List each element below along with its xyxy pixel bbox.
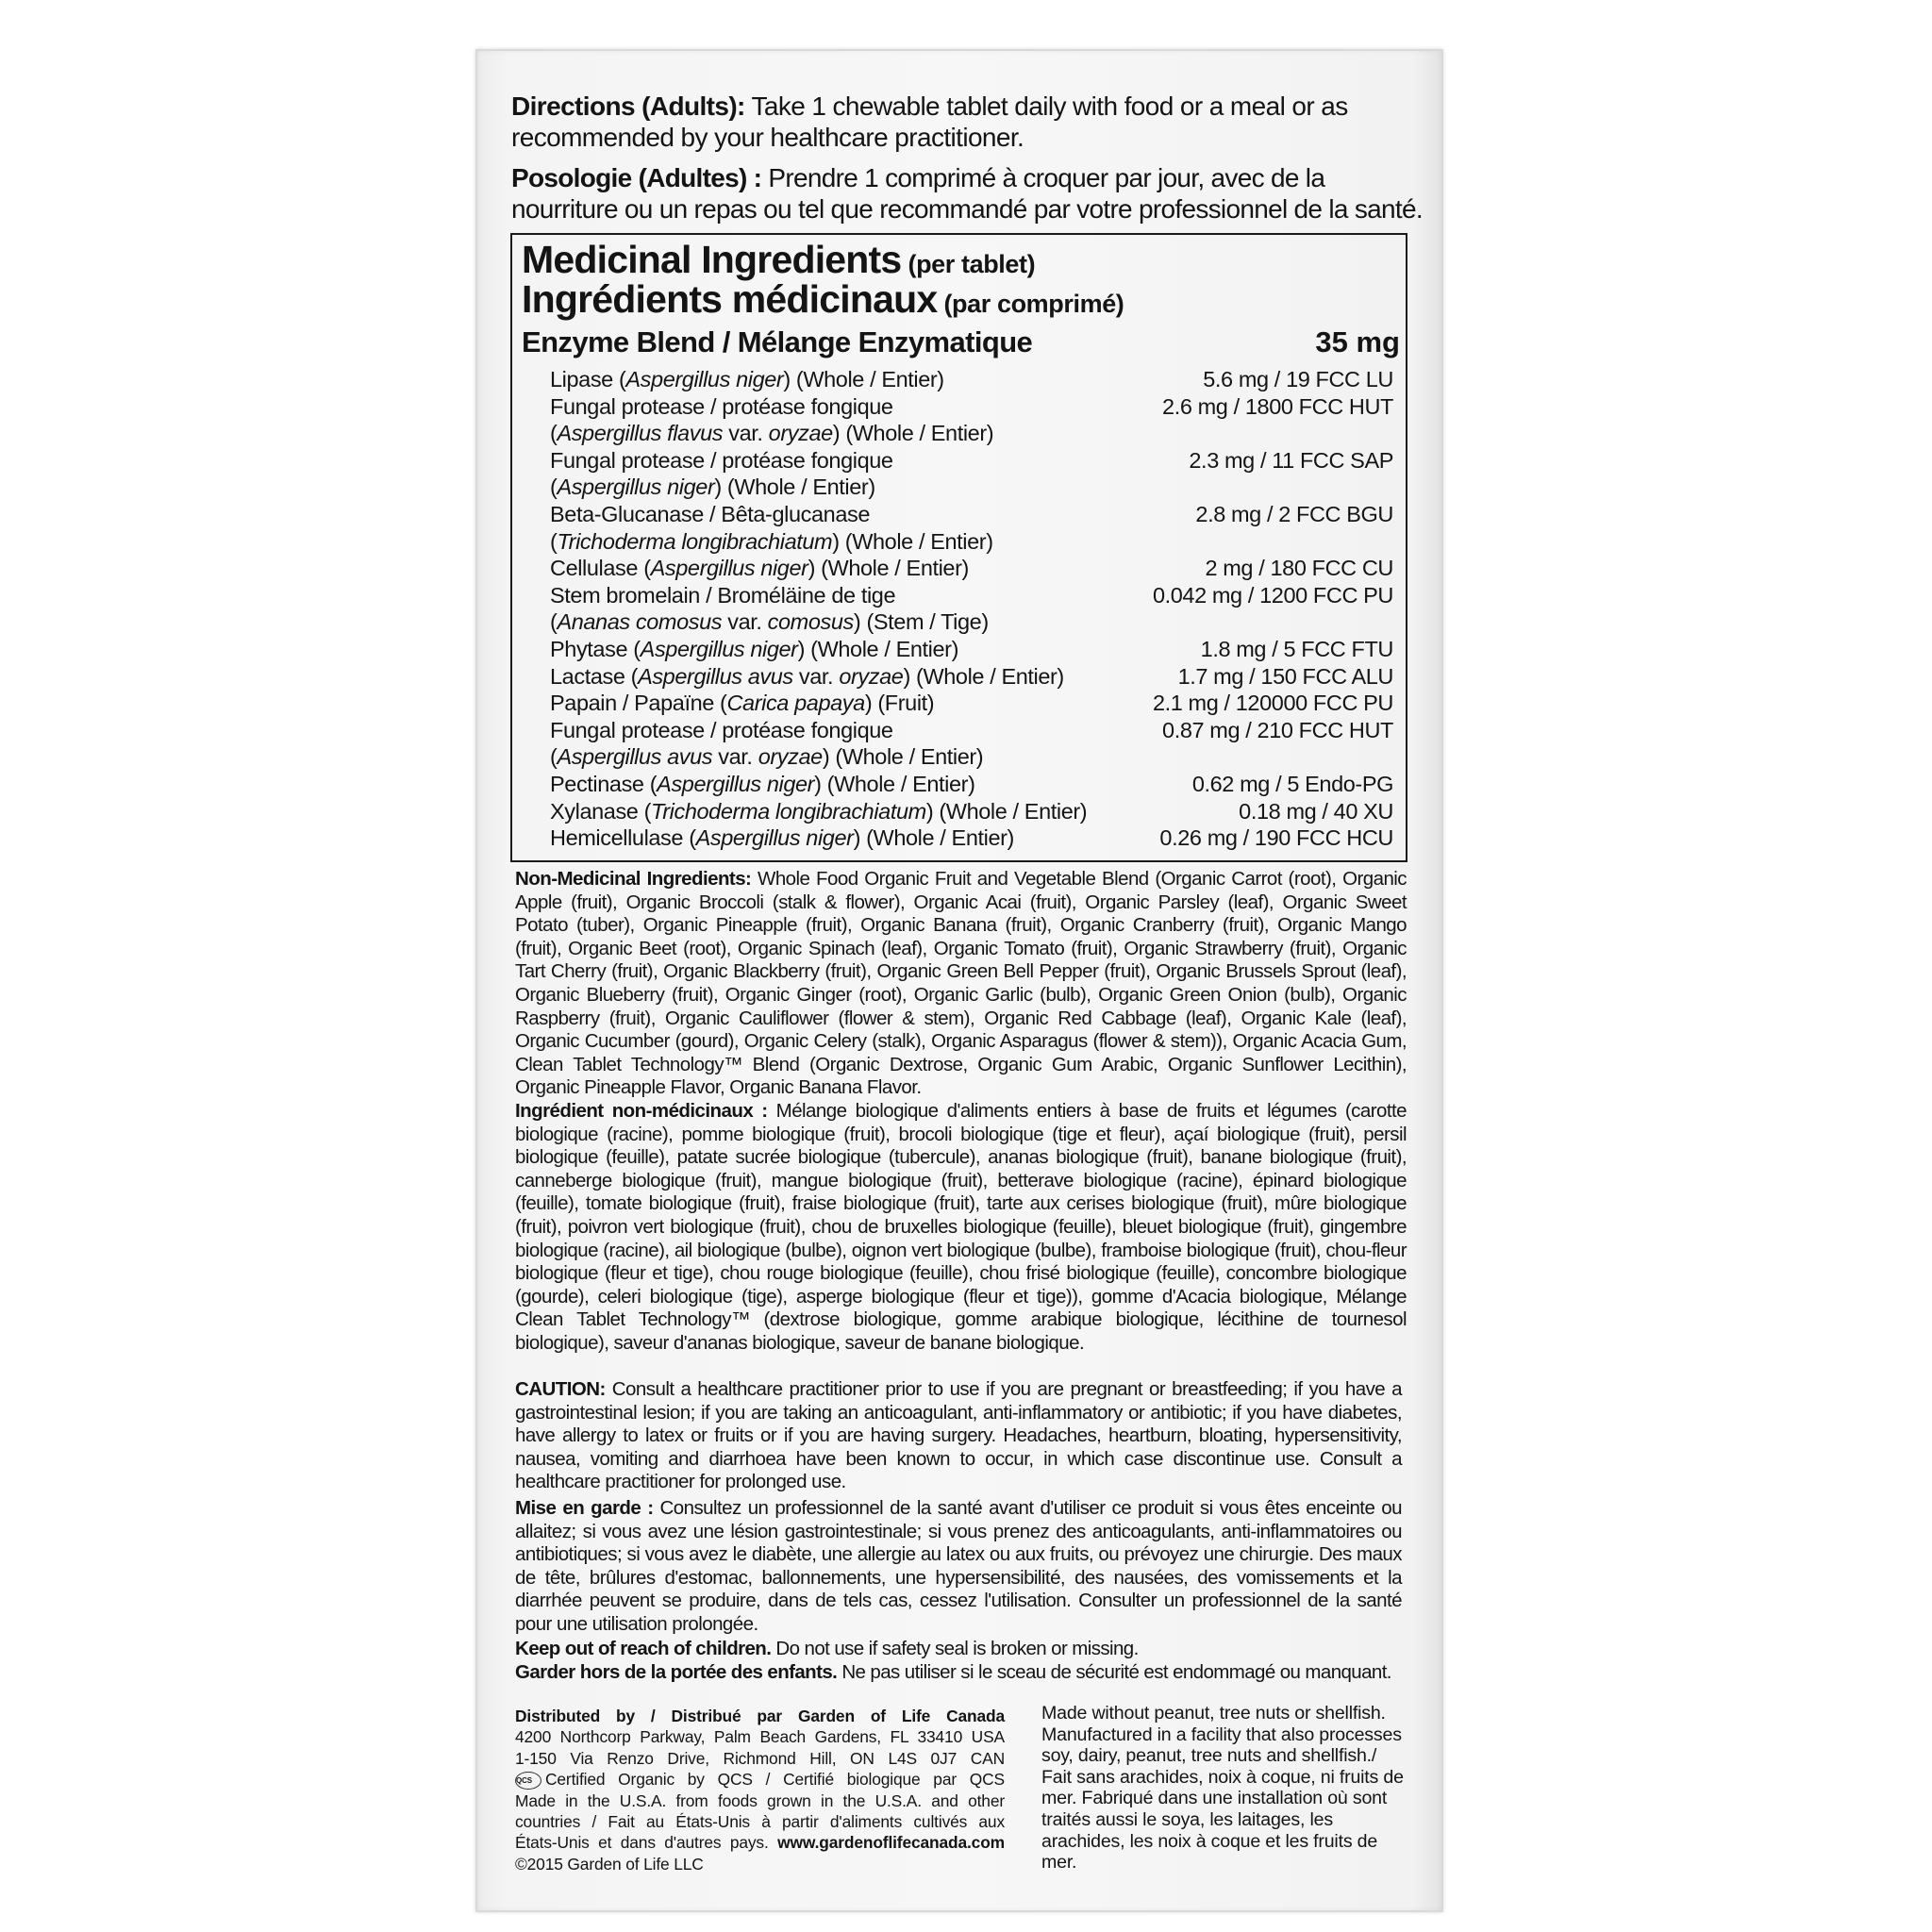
- ingredient-text: (: [550, 421, 558, 446]
- caution-en-label: CAUTION:: [515, 1378, 606, 1400]
- made-in-line-2: countries / Fait au États-Unis à partir d'aliments cultivés aux: [515, 1812, 1005, 1832]
- medicinal-title-fr-sub: (par comprimé): [937, 290, 1124, 318]
- ingredient-species: Ananas comosus: [557, 609, 723, 635]
- caution-fr-text: Consultez un professionnel de la santé avant d'utiliser ce produit si vous êtes enceinte ou allaitez; si vous avez une lésion gastrointestinale; si vous prenez des anticoagulants, anti-inflammatoires ou antibiotiques; si vous avez le diabète, une allergie au latex ou aux fruits, ou prévoyez une chirurgie. Des maux de tête, brûlures d'estomac, ballonnements, une hypersensibilité, des nausées, des vomissements et la diarrhée peuvent se produire, dans de tels cas, cessez l'utilisation. Consulter un professionnel de la santé pour une utilisation prolongée.: [515, 1497, 1402, 1635]
- medicinal-title-fr-main: Ingrédients médicinaux: [522, 277, 938, 321]
- ingredient-text: Pectinase (: [550, 771, 658, 796]
- ingredient-species: Aspergillus niger: [640, 636, 798, 661]
- ingredient-text: (: [550, 528, 558, 554]
- ingredient-species: Carica papaya: [726, 691, 865, 716]
- ingredient-text: Xylanase (: [550, 798, 652, 824]
- ingredient-text: ) (Whole / Entier): [783, 367, 944, 391]
- ingredient-text: Fungal protease / protéase fongique: [550, 393, 893, 419]
- ingredient-rows: [550, 366, 1399, 852]
- ingredient-text: Hemicellulase (: [550, 825, 696, 851]
- medicinal-title-en-main: Medicinal Ingredients: [522, 238, 902, 281]
- directions-en: [511, 91, 1417, 153]
- ingredient-name: [550, 420, 993, 447]
- non-medicinal-en-text: Whole Food Organic Fruit and Vegetable Blend (Organic Carrot (root), Organic Apple (fruit), Organic Broccoli (stalk & flower), Organic Acai (fruit), Organic Parsley (leaf), Organic Sweet Potato (tuber), Organic Pineapple (fruit), Organic Banana (fruit), Organic Cranberry (fruit), Organic Mango (fruit), Organic Beet (root), Organic Spinach (leaf), Organic Tomato (fruit), Organic Strawberry (fruit), Organic Tart Cherry (fruit), Organic Blackberry (fruit), Organic Green Bell Pepper (fruit), Organic Brussels Sprout (leaf), Organic Blueberry (fruit), Organic Ginger (root), Organic Garlic (bulb), Organic Green Onion (bulb), Organic Raspberry (fruit), Organic Cauliflower (flower & stem), Organic Red Cabbage (leaf), Organic Kale (leaf), Organic Cucumber (gourd), Organic Celery (stalk), Organic Asparagus (flower & stem)), Organic Acacia Gum, Clean Tablet Technology™ Blend (Organic Dextrose, Organic Gum Arabic, Organic Sunflower Lecithin), Organic Pineapple Flavor, Organic Banana Flavor.: [515, 868, 1407, 1099]
- ingredient-text: var.: [792, 663, 840, 689]
- certified-organic-text: Certified Organic by QCS / Certifié biologique par QCS: [545, 1770, 1005, 1790]
- ingredient-text: ) (Stem / Tige): [853, 609, 989, 635]
- allergen-statement: Made without peanut, tree nuts or shellfish. Manufactured in a facility that also processes soy, dairy, peanut, tree nuts and shellfish./ Fait sans arachides, noix à coque, ni fruits de mer. Fabriqué dans une installation où sont traités aussi le soya, les laitages, les arachides, les noix à coque et les fruits de mer.: [1041, 1703, 1404, 1874]
- ingredient-amount: [1393, 528, 1399, 556]
- ingredient-name: [550, 608, 989, 636]
- ingredient-row: [550, 366, 1399, 393]
- ingredient-text: ) (Fruit): [864, 691, 935, 716]
- ingredient-row: [550, 501, 1399, 528]
- ingredient-species: oryzae: [758, 744, 823, 770]
- distributor-address-ca: 1-150 Via Renzo Drive, Richmond Hill, ON L4S 0J7 CAN: [515, 1748, 1005, 1768]
- ingredient-text: ) (Whole / Entier): [808, 556, 969, 581]
- medicinal-ingredients-box: [510, 233, 1407, 862]
- ingredient-amount: [1393, 608, 1399, 636]
- medicinal-title-fr: [522, 278, 1124, 325]
- ingredient-name: [550, 501, 870, 528]
- ingredient-name: [550, 690, 934, 717]
- ingredient-row: [550, 798, 1399, 825]
- non-medicinal-fr-label: Ingrédient non-médicinaux :: [515, 1100, 768, 1122]
- ingredient-text: Fungal protease / protéase fongique: [550, 447, 893, 473]
- caution-fr: [515, 1497, 1402, 1637]
- copyright: ©2015 Garden of Life LLC: [515, 1854, 704, 1874]
- ingredient-text: Stem bromelain / Broméläine de tige: [550, 582, 896, 608]
- enzyme-blend-amount: 35 mg: [1315, 325, 1400, 358]
- non-medicinal-en-label: Non-Medicinal Ingredients:: [515, 868, 752, 890]
- ingredient-row: [550, 582, 1399, 609]
- keep-out-en-text: Do not use if safety seal is broken or missing.: [771, 1638, 1139, 1659]
- ingredient-text: Beta-Glucanase / Bêta-glucanase: [550, 501, 871, 526]
- ingredient-species: Aspergillus flavus: [557, 421, 724, 446]
- made-in-line-3-text: États-Unis et dans d'autres pays.: [515, 1833, 769, 1853]
- ingredient-row: [550, 555, 1399, 582]
- ingredient-amount: 2.8 mg / 2 FCC BGU: [1195, 501, 1393, 526]
- ingredient-text: Lactase (: [550, 663, 639, 689]
- ingredient-name: [550, 393, 893, 421]
- ingredient-row: [550, 636, 1399, 663]
- ingredient-text: var.: [723, 421, 769, 446]
- non-medicinal-fr: [515, 1100, 1407, 1356]
- ingredient-amount: 2 mg / 180 FCC CU: [1205, 556, 1393, 581]
- non-medicinal-en: [515, 868, 1407, 1100]
- ingredient-amount: [1393, 743, 1399, 771]
- ingredient-text: ) (Whole / Entier): [903, 663, 1064, 689]
- qcs-organic-seal-icon: QCS: [515, 1772, 541, 1790]
- ingredient-text: ) (Whole / Entier): [853, 825, 1014, 851]
- ingredient-text: Cellulase (: [550, 556, 651, 581]
- distributor-address-us: 4200 Northcorp Parkway, Palm Beach Gardens, FL 33410 USA: [515, 1727, 1005, 1747]
- ingredient-name: [550, 528, 993, 556]
- directions-en-text: Take 1 chewable tablet daily with food or a meal or as recommended by your healthcare practitioner.: [511, 92, 1348, 152]
- ingredient-amount: 1.8 mg / 5 FCC FTU: [1200, 636, 1393, 661]
- ingredient-species: Trichoderma longibrachiatum: [557, 528, 833, 554]
- ingredient-row: [550, 690, 1399, 717]
- ingredient-name: [550, 555, 969, 582]
- ingredient-name: [550, 717, 893, 744]
- ingredient-amount: 0.042 mg / 1200 FCC PU: [1152, 582, 1393, 608]
- ingredient-species: Aspergillus niger: [557, 475, 715, 500]
- directions-fr-text: Prendre 1 comprimé à croquer par jour, avec de la nourriture ou un repas ou tel que recommandé par votre professionnel de la santé.: [511, 163, 1423, 224]
- ingredient-amount: 0.26 mg / 190 FCC HCU: [1159, 825, 1393, 851]
- ingredient-name: [550, 663, 1064, 691]
- keep-out-en: [515, 1638, 1421, 1661]
- ingredient-species: Aspergillus avus: [557, 744, 713, 770]
- medicinal-title-en-sub: (per tablet): [901, 250, 1036, 278]
- ingredient-row: [550, 771, 1399, 798]
- made-in-line-3: [515, 1832, 1005, 1853]
- ingredient-text: ) (Whole / Entier): [832, 421, 994, 446]
- ingredient-text: (: [550, 609, 558, 635]
- keep-out-fr: [515, 1661, 1421, 1685]
- ingredient-text: Fungal protease / protéase fongique: [550, 717, 893, 742]
- ingredient-row: [550, 608, 1399, 636]
- distributor-block: [515, 1706, 1005, 1874]
- ingredient-name: [550, 743, 983, 771]
- website-link[interactable]: www.gardenoflifecanada.com: [777, 1833, 1005, 1853]
- ingredient-species: Trichoderma longibrachiatum: [651, 798, 926, 824]
- label-panel: [475, 49, 1443, 1912]
- ingredient-text: var.: [722, 609, 768, 635]
- ingredient-row: [550, 717, 1399, 744]
- keep-out-fr-label: Garder hors de la portée des enfants.: [515, 1660, 838, 1683]
- keep-out-fr-text: Ne pas utiliser si le sceau de sécurité est endommagé ou manquant.: [837, 1660, 1391, 1683]
- ingredient-species: Aspergillus niger: [650, 556, 808, 581]
- ingredient-amount: 2.1 mg / 120000 FCC PU: [1152, 691, 1393, 716]
- ingredient-name: [550, 366, 944, 393]
- enzyme-blend-name: Enzyme Blend / Mélange Enzymatique: [522, 325, 1033, 358]
- ingredient-row: [550, 474, 1399, 501]
- directions-fr-label: Posologie (Adultes) :: [511, 163, 762, 192]
- distributor-label: Distributed by / Distribué par Garden of Life Canada: [515, 1707, 1005, 1725]
- ingredient-row: [550, 743, 1399, 771]
- made-in-line-1: Made in the U.S.A. from foods grown in the U.S.A. and other: [515, 1790, 1005, 1810]
- ingredient-row: [550, 420, 1399, 447]
- directions-fr: [511, 162, 1431, 225]
- ingredient-text: ) (Whole / Entier): [797, 636, 959, 661]
- ingredient-species: oryzae: [839, 663, 904, 689]
- ingredient-name: [550, 447, 893, 475]
- ingredient-species: comosus: [767, 609, 854, 635]
- ingredient-name: [550, 771, 975, 798]
- ingredient-text: var.: [712, 744, 758, 770]
- caution-en: [515, 1378, 1402, 1494]
- ingredient-name: [550, 636, 958, 663]
- ingredient-name: [550, 798, 1087, 825]
- ingredient-text: ) (Whole / Entier): [822, 744, 984, 770]
- ingredient-text: Papain / Papaïne (: [550, 691, 727, 716]
- ingredient-amount: 0.87 mg / 210 FCC HUT: [1162, 717, 1393, 742]
- ingredient-text: Phytase (: [550, 636, 641, 661]
- ingredient-name: [550, 582, 895, 609]
- ingredient-species: Aspergillus niger: [625, 367, 784, 391]
- ingredient-amount: 0.18 mg / 40 XU: [1239, 798, 1393, 824]
- keep-out-of-reach: [515, 1638, 1421, 1684]
- ingredient-amount: 1.7 mg / 150 FCC ALU: [1177, 663, 1393, 689]
- ingredient-species: Aspergillus niger: [695, 825, 854, 851]
- ingredient-amount: 2.6 mg / 1800 FCC HUT: [1162, 393, 1393, 419]
- ingredient-amount: 2.3 mg / 11 FCC SAP: [1189, 447, 1393, 473]
- non-medicinal-fr-text: Mélange biologique d'aliments entiers à base de fruits et légumes (carotte biologique (racine), pomme biologique (fruit), brocoli biologique (tige et fleur), açaí biologique (fruit), persil biologique (feuille), patate sucrée biologique (tubercule), ananas biologique (fruit), banane biologique (fruit), canneberge biologique (fruit), mangue biologique (fruit), betterave biologique (racine), épinard biologique (feuille), tomate biologique (fruit), fraise biologique (fruit), tarte aux cerises biologique (fruit), mûre biologique (fruit), poivron vert biologique (fruit), chou de bruxelles biologique (feuille), bleuet biologique (fruit), gingembre biologique (racine), ail biologique (bulbe), oignon vert biologique (bulbe), framboise biologique (fruit), chou-fleur biologique (fleur et tige), chou rouge biologique (feuille), chou frisé biologique (feuille), concombre biologique (gourde), celeri biologique (tige), asperge biologique (fleur et tige)), gomme d'Acacia biologique, Mélange Clean Tablet Technology™ (dextrose biologique, gomme arabique biologique, lécithine de tournesol biologique), saveur d'ananas biologique, saveur de banane biologique.: [515, 1100, 1407, 1354]
- keep-out-en-label: Keep out of reach of children.: [515, 1638, 772, 1659]
- ingredient-species: oryzae: [768, 421, 833, 446]
- ingredient-text: ) (Whole / Entier): [814, 771, 975, 796]
- ingredient-text: (: [550, 475, 558, 500]
- ingredient-amount: [1393, 474, 1399, 501]
- ingredient-amount: 0.62 mg / 5 Endo-PG: [1191, 771, 1393, 796]
- ingredient-amount: 5.6 mg / 19 FCC LU: [1203, 367, 1393, 391]
- caution-fr-label: Mise en garde :: [515, 1497, 654, 1519]
- ingredient-row: [550, 824, 1399, 852]
- ingredient-row: [550, 663, 1399, 691]
- ingredient-row: [550, 393, 1399, 421]
- ingredient-row: [550, 528, 1399, 556]
- ingredient-text: ) (Whole / Entier): [925, 798, 1088, 824]
- ingredient-row: [550, 447, 1399, 475]
- ingredient-name: [550, 474, 875, 501]
- caution-en-text: Consult a healthcare practitioner prior to use if you are pregnant or breastfeeding; if you have a gastrointestinal lesion; if you are taking an anticoagulant, anti-inflammatory or antibiotic; if you have diabetes, have allergy to latex or fruits or if you are having surgery. Headaches, heartburn, bloating, hypersensitivity, nausea, vomiting and diarrhoea have been known to occur, in which case discontinue use. Consult a healthcare practitioner for prolonged use.: [515, 1378, 1402, 1493]
- certified-organic-line: [515, 1769, 1005, 1790]
- directions-en-label: Directions (Adults):: [511, 92, 745, 121]
- ingredient-name: [550, 824, 1014, 852]
- ingredient-amount: [1393, 420, 1399, 447]
- ingredient-species: Aspergillus niger: [657, 771, 815, 796]
- ingredient-text: Lipase (: [550, 367, 626, 391]
- ingredient-species: Aspergillus avus: [638, 663, 793, 689]
- ingredient-text: ) (Whole / Entier): [714, 475, 875, 500]
- ingredient-text: (: [550, 744, 558, 770]
- ingredient-text: ) (Whole / Entier): [832, 528, 993, 554]
